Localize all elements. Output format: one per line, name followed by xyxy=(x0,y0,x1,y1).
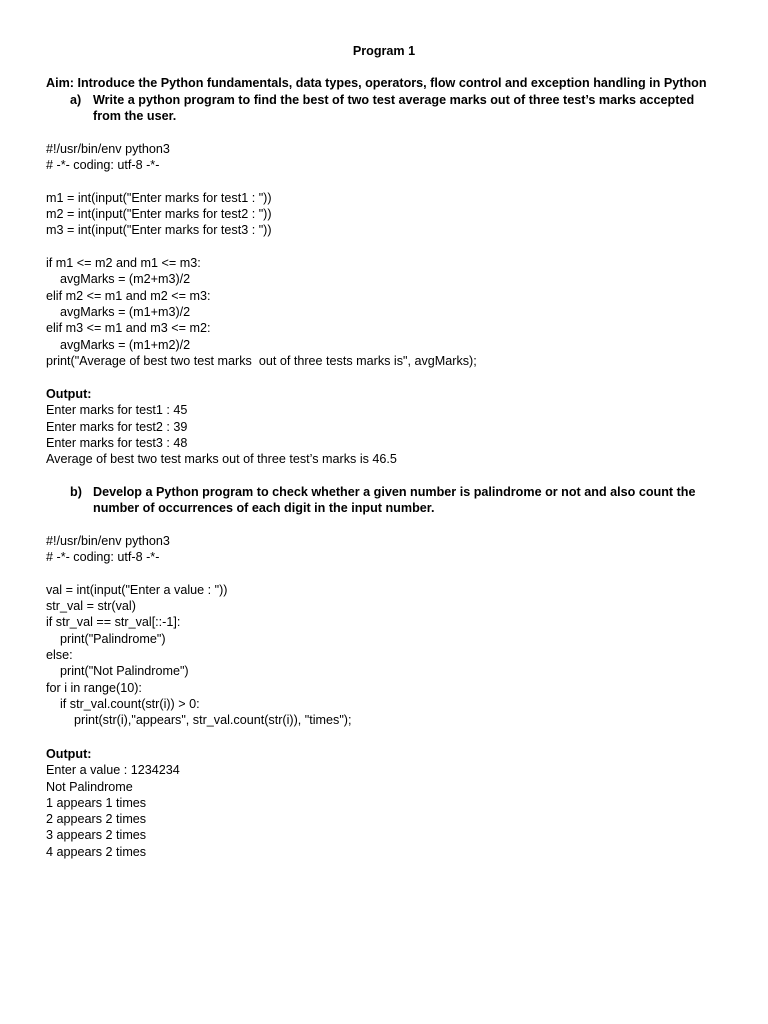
output-line: Enter marks for test2 : 39 xyxy=(46,419,188,434)
page-title: Program 1 xyxy=(352,44,416,58)
output-block-b xyxy=(46,746,746,860)
output-line: 2 appears 2 times xyxy=(46,812,147,827)
code-line: elif m3 <= m1 and m3 <= m2: xyxy=(46,321,211,336)
output-line: Enter marks for test3 : 48 xyxy=(46,435,188,450)
code-line xyxy=(46,566,746,582)
output-line: Enter a value : 1234234 xyxy=(46,763,180,778)
code-line: m2 = int(input("Enter marks for test2 : ")) xyxy=(46,207,272,222)
output-line: 1 appears 1 times xyxy=(46,795,147,810)
code-line: m1 = int(input("Enter marks for test1 : ")) xyxy=(46,190,272,205)
question-a-label: a) xyxy=(70,93,82,107)
code-line: # -*- coding: utf-8 -*- xyxy=(46,550,160,565)
output-line: Enter marks for test1 : 45 xyxy=(46,403,188,418)
code-block-b xyxy=(46,533,746,729)
code-line: print("Average of best two test marks out of three tests marks is", avgMarks); xyxy=(46,353,477,368)
aim-statement: Aim: Introduce the Python fundamentals, data types, operators, flow control and exception handling in Python xyxy=(46,76,707,90)
code-line: print("Palindrome") xyxy=(46,631,166,646)
code-line xyxy=(46,239,746,255)
code-line: avgMarks = (m1+m2)/2 xyxy=(46,337,191,352)
question-b-label: b) xyxy=(70,485,82,499)
code-line: m3 = int(input("Enter marks for test3 : ")) xyxy=(46,223,272,238)
code-block-a xyxy=(46,141,746,369)
output-line: Not Palindrome xyxy=(46,779,133,794)
code-line: if m1 <= m2 and m1 <= m3: xyxy=(46,256,201,271)
question-b-text: Develop a Python program to check whether a given number is palindrome or not and also count the number of occurrences of each digit in the input number. xyxy=(93,485,696,516)
code-line: if str_val == str_val[::-1]: xyxy=(46,615,181,630)
code-line: val = int(input("Enter a value : ")) xyxy=(46,582,228,597)
output-heading: Output: xyxy=(46,747,92,761)
question-a-text: Write a python program to find the best of two test average marks out of three test’s marks accepted from the user. xyxy=(93,93,695,124)
code-line: print("Not Palindrome") xyxy=(46,664,189,679)
output-heading: Output: xyxy=(46,387,92,401)
code-line: elif m2 <= m1 and m2 <= m3: xyxy=(46,288,211,303)
output-line: Average of best two test marks out of three test’s marks is 46.5 xyxy=(46,452,397,467)
code-line: avgMarks = (m2+m3)/2 xyxy=(46,272,191,287)
code-line: print(str(i),"appears", str_val.count(str(i)), "times"); xyxy=(46,713,352,728)
code-line: #!/usr/bin/env python3 xyxy=(46,142,170,156)
code-line: str_val = str(val) xyxy=(46,599,136,614)
code-line: if str_val.count(str(i)) > 0: xyxy=(46,696,200,711)
code-line: else: xyxy=(46,648,73,663)
code-line xyxy=(46,174,746,190)
code-line: #!/usr/bin/env python3 xyxy=(46,534,170,548)
code-line: avgMarks = (m1+m3)/2 xyxy=(46,304,191,319)
output-line: 3 appears 2 times xyxy=(46,828,147,843)
code-line: for i in range(10): xyxy=(46,680,142,695)
code-line: # -*- coding: utf-8 -*- xyxy=(46,158,160,173)
output-block-a xyxy=(46,386,746,467)
output-line: 4 appears 2 times xyxy=(46,844,147,859)
